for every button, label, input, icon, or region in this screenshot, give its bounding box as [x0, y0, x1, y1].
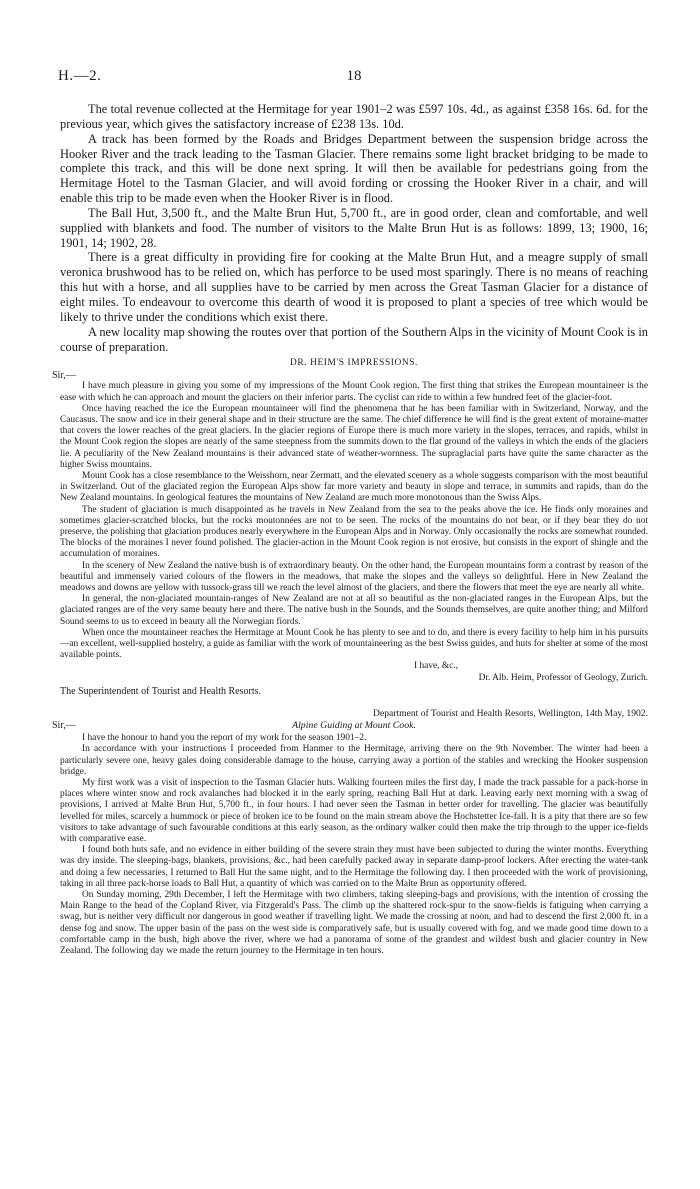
paragraph: I have much pleasure in giving you some of my impressions of the Mount Cook region. The first thing that strikes the European mountaineer is the ease with which he can approach and mount the glaciers on their inferior parts. The cyclist can ride to within a few hundred feet of the glacier-foot. — [60, 381, 648, 403]
salutation-row — [52, 720, 648, 733]
paragraph: A new locality map showing the routes over that portion of the Southern Alps in the vicinity of Mount Cook is in course of preparation. — [60, 324, 648, 354]
paragraph: The total revenue collected at the Hermitage for year 1901–2 was £597 10s. 4d., as against £358 16s. 6d. for the previous year, which gives the satisfactory increase of £238 13s. 10d. — [60, 102, 648, 131]
paragraph: My first work was a visit of inspection to the Tasman Glacier huts. Walking fourteen miles the first day, I made the track passable for a pack-horse in places where winter snow and rock avalanches had blocked it in the early spring, reaching Ball Hut at dark. Leaving early next morning with a swag of provisions, I arrived at Malte Brun Hut, 5,700 ft., in four hours. I had never seen the Tasman in better order for travelling. The glacier was beautifully levelled for miles, scarcely a hummock or piece of broken ice to be found on the main stream above the Hochstetter Ice-fall. It is a pity that there are so few visitors to take advantage of such favourable conditions at this early season, as the ordinary walker could then make the trip through to the upper ice-fields with comparative ease. — [60, 778, 648, 845]
salutation: Sir,— — [52, 720, 76, 732]
document-page — [52, 68, 648, 957]
paragraph: The student of glaciation is much disappointed as he travels in New Zealand from the sea to the peaks above the ice. He finds only moraines and sometimes glacier-scratched blocks, but the rocks moutonnées are not to be seen. The rocks of the mountains do not bear, or if they bear they do not preserve, the polishing that glaciation produces nearly everywhere in the European Alps and in Norway. Only occasionally the rocks are somewhat rounded. The blocks of the moraines I never found polished. The glacier-action in the Mount Cook region is not erosive, but consists in the export of shingle and the accumulation of moraines. — [60, 504, 648, 560]
addressee: The Superintendent of Tourist and Health Resorts. — [60, 686, 262, 698]
guiding-report — [52, 708, 648, 957]
paragraph: The Ball Hut, 3,500 ft., and the Malte Brun Hut, 5,700 ft., are in good order, clean and comfortable, and well supplied with blankets and food. The number of visitors to the Malte Brun Hut is as follows: 1899, 13; 1900, 16; 1901, 14; 1902, 28. — [60, 205, 648, 250]
signature: Dr. Alb. Heim, Professor of Geology, Zurich. — [478, 672, 648, 683]
paragraph: In general, the non-glaciated mountain-ranges of New Zealand are not at all so beautiful as the non-glaciated ranges in the European Alps, but the glaciated ranges are of the very same beauty here and there. The native bush in the Sounds, and the Sounds themselves, are quite another thing; and Milford Sound seems to us to exceed in beauty all the Norwegian fiords. — [60, 594, 648, 627]
section-heading: DR. HEIM'S IMPRESSIONS. — [289, 358, 418, 369]
report-code: H.—2. — [58, 68, 102, 84]
paragraph: I found both huts safe, and no evidence in either building of the severe strain they must have been subjected to during the winter months. Everything was dry inside. The sleeping-bags, blankets, provisions, &c., had been carefully packed away in separate damp-proof lockers. After erecting the water-tank and doing a few necessaries, I returned to Ball Hut the same night, and to the Hermitage the following day. I then proceeded with the work of provisioning, taking in all three pack-horse loads to Ball Hut, a quantity of which was carried on to the Malte Brun as opportunity offered. — [60, 845, 648, 889]
intro-section — [60, 102, 648, 354]
paragraph: On Sunday morning, 29th December, I left the Hermitage with two climbers, taking sleeping-bags and provisions, with the intention of crossing the Main Range to the head of the Copland River, via Fitzgerald's Pass. The climb up the shattered rock-spur to the snow-fields is fatiguing when carrying a swag, but is neither very difficult nor dangerous in good weather if travelling light. We made the crossing at noon, and had to descend the first 2,000 ft. in a dense fog and snow. The upper basin of the pass on the west side is comparatively safe, but is usually covered with fog, and we made good time down to a comfortable camp in the bush, high above the river, where we had a panorama of some of the grandest and wildest bush and glacier country in New Zealand. The following day we made the return journey to the Hermitage in ten hours. — [60, 890, 648, 957]
report-subject: Alpine Guiding at Mount Cook. — [292, 720, 416, 732]
dept-dateline: Department of Tourist and Health Resorts, Wellington, 14th May, 1902. — [373, 708, 648, 720]
closing: I have, &c., — [414, 661, 458, 672]
paragraph: A track has been formed by the Roads and Bridges Department between the suspension bridge across the Hooker River and the track leading to the Tasman Glacier. There remains some light bracket bridging to be made to complete this track, and this will be done next spring. It will then be available for pedestrians going from the Hermitage Hotel to the Tasman Glacier, and will avoid fording or crossing the Hooker River in a chair, and will enable this trip to be made even when the Hooker River is in flood. — [60, 131, 648, 206]
paragraph: When once the mountaineer reaches the Hermitage at Mount Cook he has plenty to see and to do, and there is every facility to help him in his pursuits—an excellent, well-supplied hostelry, a guide as familiar with the work of mountaineering as the best Swiss guides, and huts for shelter at some of the most available points. — [60, 627, 648, 661]
paragraph: I have the honour to hand you the report of my work for the season 1901–2. — [82, 733, 367, 744]
heim-letter — [52, 358, 648, 698]
paragraph: In the scenery of New Zealand the native bush is of extraordinary beauty. On the other hand, the European mountains form a contrast by reason of the beautiful and immensely varied colours of the flowers in the meadows, that make the slopes and the valleys so delightful. Here in New Zealand the meadows and downs are yellow with tussock-grass till we reach the level almost of the glaciers, and there the flowers that meet the eye are nearly all white. — [60, 560, 648, 593]
paragraph: There is a great difficulty in providing fire for cooking at the Malte Brun Hut, and a meagre supply of small veronica brushwood has to be relied on, which has perforce to be used most sparingly. There is no means of reaching this hut with a horse, and all supplies have to be carried by men across the Great Tasman Glacier for a distance of eight miles. To endeavour to overcome this dearth of wood it is proposed to plant a species of tree which would be likely to thrive under the conditions which exist there. — [60, 250, 648, 324]
paragraph: Once having reached the ice the European mountaineer will find the phenomena that he has been familiar with in Switzerland, Norway, and the Caucasus. The snow and ice in their general shape and in their structure are the same. The chief difference he will find is the great extent of moraine-matter that covers the lower reaches of the great glaciers. In the glacier regions of Europe there is much more variety in the slopes, terraces, and rapids, whilst in the Mount Cook region the slopes are nearly of the same steepness from the summits down to the flat ground of the valleys in which the ends of the glaciers lie. A peculiarity of the New Zealand mountains is their advanced state of weather-wornness. The supraglacial parts have quite the same character as the higher Swiss mountains. — [60, 403, 648, 470]
page-header — [60, 68, 648, 90]
page-number: 18 — [346, 68, 362, 84]
paragraph: Mount Cook has a close resemblance to the Weisshorn, near Zermatt, and the elevated scenery as a whole suggests comparison with the most beautiful in Switzerland. Out of the glaciated region the European Alps show far more variety and beauty in slope and terrace, in summits and rapids, than do the New Zealand mountains. In geological features the mountains of New Zealand are much more monotonous than the Swiss Alps. — [60, 470, 648, 504]
salutation: Sir,— — [52, 370, 76, 382]
paragraph: In accordance with your instructions I proceeded from Hanmer to the Hermitage, arriving there on the 9th November. The winter had been a particularly severe one, heavy gales doing considerable damage to the house, carrying away a portion of the stables and wrecking the Hooker suspension bridge. — [60, 744, 648, 777]
